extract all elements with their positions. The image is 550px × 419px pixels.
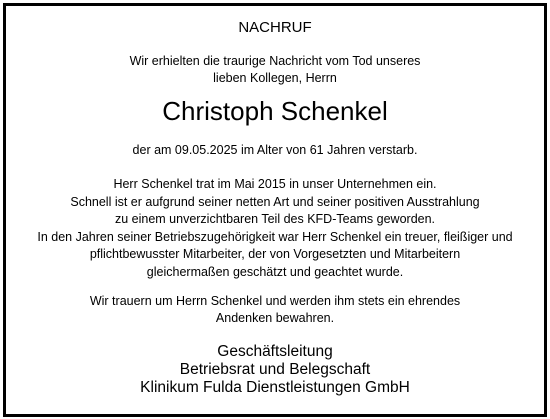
- intro-line: Wir erhielten die traurige Nachricht vom Tod unseres: [129, 54, 421, 68]
- deceased-name-text: Christoph Schenkel: [162, 96, 388, 126]
- intro-line: lieben Kollegen, Herrn: [213, 71, 337, 85]
- tribute-line: Herr Schenkel trat im Mai 2015 in unser Unternehmen ein.: [113, 177, 437, 191]
- heading-text: NACHRUF: [238, 19, 312, 36]
- signer-management: Geschäftsleitung: [217, 343, 333, 360]
- closing-paragraph: [6, 293, 544, 327]
- obituary-heading: [6, 19, 544, 37]
- tribute-line: Schnell ist er aufgrund seiner netten Art und seiner positiven Ausstrahlung: [70, 194, 480, 209]
- death-date-line: [6, 142, 544, 159]
- signer-works-council: Betriebsrat und Belegschaft: [179, 361, 371, 378]
- tribute-line: pflichtbewusster Mitarbeiter, der von Vorgesetzten und Mitarbeitern: [89, 247, 461, 261]
- intro-paragraph: [6, 53, 544, 87]
- closing-line: Andenken bewahren.: [215, 311, 335, 325]
- signatories: [6, 343, 544, 397]
- signer-company: Klinikum Fulda Dienstleistungen GmbH: [140, 379, 410, 396]
- tribute-line: zu einem unverzichtbaren Teil des KFD-Teams geworden.: [114, 212, 436, 226]
- tribute-line: In den Jahren seiner Betriebszugehörigkeit war Herr Schenkel ein treuer, fleißiger und: [37, 229, 513, 244]
- death-date-text: der am 09.05.2025 im Alter von 61 Jahren verstarb.: [132, 143, 418, 157]
- deceased-name: [6, 94, 544, 128]
- obituary-frame: [3, 3, 547, 417]
- tribute-line: gleichermaßen geschätzt und geachtet wurde.: [146, 264, 404, 279]
- tribute-paragraph: [6, 176, 544, 281]
- closing-line: Wir trauern um Herrn Schenkel und werden ihm stets ein ehrendes: [89, 294, 461, 308]
